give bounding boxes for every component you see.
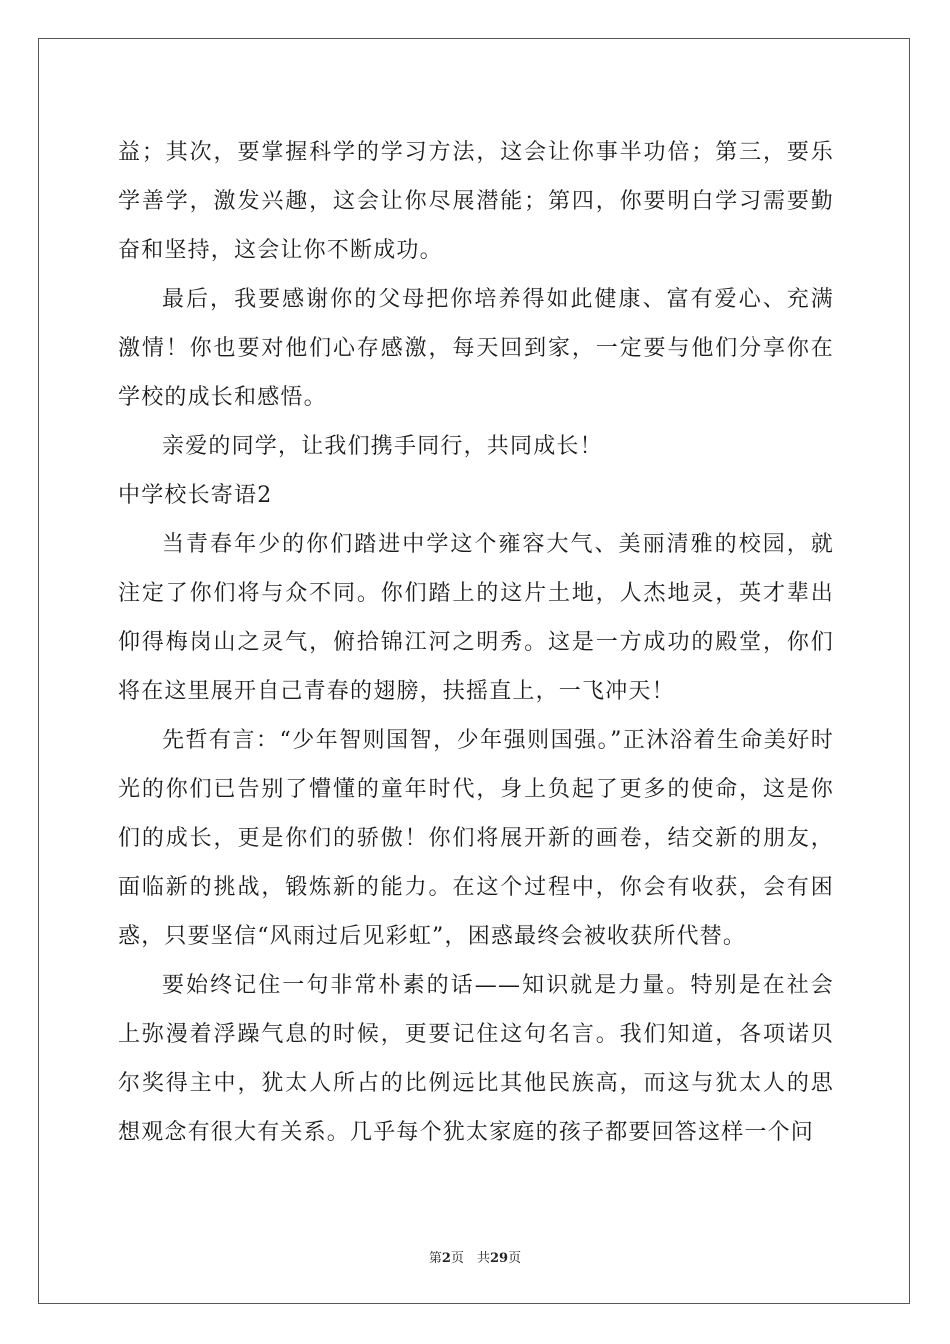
paragraph-continued: 益；其次，要掌握科学的学习方法，这会让你事半功倍；第三，要乐学善学，激发兴趣，这会让你尽展潜能；第四，你要明白学习需要勤奋和坚持，这会让你不断成功。 bbox=[118, 140, 834, 263]
page-suffix: 页 bbox=[508, 1251, 522, 1266]
paragraph: 当青春年少的你们踏进中学这个雍容大气、美丽清雅的校园，就注定了你们将与众不同。你们踏上的这片土地，人杰地灵，英才辈出仰得梅岗山之灵气，俯拾锦江河之明秀。这是一方成功的殿堂，你们将在这里展开自己青春的翅膀，扶摇直上，一飞冲天！ bbox=[118, 532, 834, 704]
page-footer bbox=[0, 1247, 950, 1266]
section-heading: 中学校长寄语2 bbox=[118, 483, 273, 508]
paragraph: 亲爱的同学，让我们携手同行，共同成长！ bbox=[162, 434, 603, 459]
paragraph: 最后，我要感谢你的父母把你培养得如此健康、富有爱心、充满激情！你也要对他们心存感激，每天回到家，一定要与他们分享你在学校的成长和感悟。 bbox=[118, 287, 834, 410]
page-total: 29 bbox=[489, 1251, 509, 1266]
page-mid: 页 共 bbox=[450, 1251, 490, 1266]
page-prefix: 第 bbox=[428, 1251, 442, 1266]
paragraph: 先哲有言：“少年智则国智，少年强则国强。”正沐浴着生命美好时光的你们已告别了懵懂的童年时代，身上负起了更多的使命，这是你们的成长，更是你们的骄傲！你们将展开新的画卷，结交新的朋友，面临新的挑战，锻炼新的能力。在这个过程中，你会有收获，会有困惑，只要坚信“风雨过后见彩虹”，困惑最终会被收获所代替。 bbox=[118, 728, 834, 949]
document-body bbox=[118, 128, 834, 1157]
page-current: 2 bbox=[441, 1251, 451, 1266]
paragraph: 要始终记住一句非常朴素的话——知识就是力量。特别是在社会上弥漫着浮躁气息的时候，更要记住这句名言。我们知道，各项诺贝尔奖得主中，犹太人所占的比例远比其他民族高，而这与犹太人的思想观念有很大有关系。几乎每个犹太家庭的孩子都要回答这样一个问 bbox=[118, 973, 834, 1145]
